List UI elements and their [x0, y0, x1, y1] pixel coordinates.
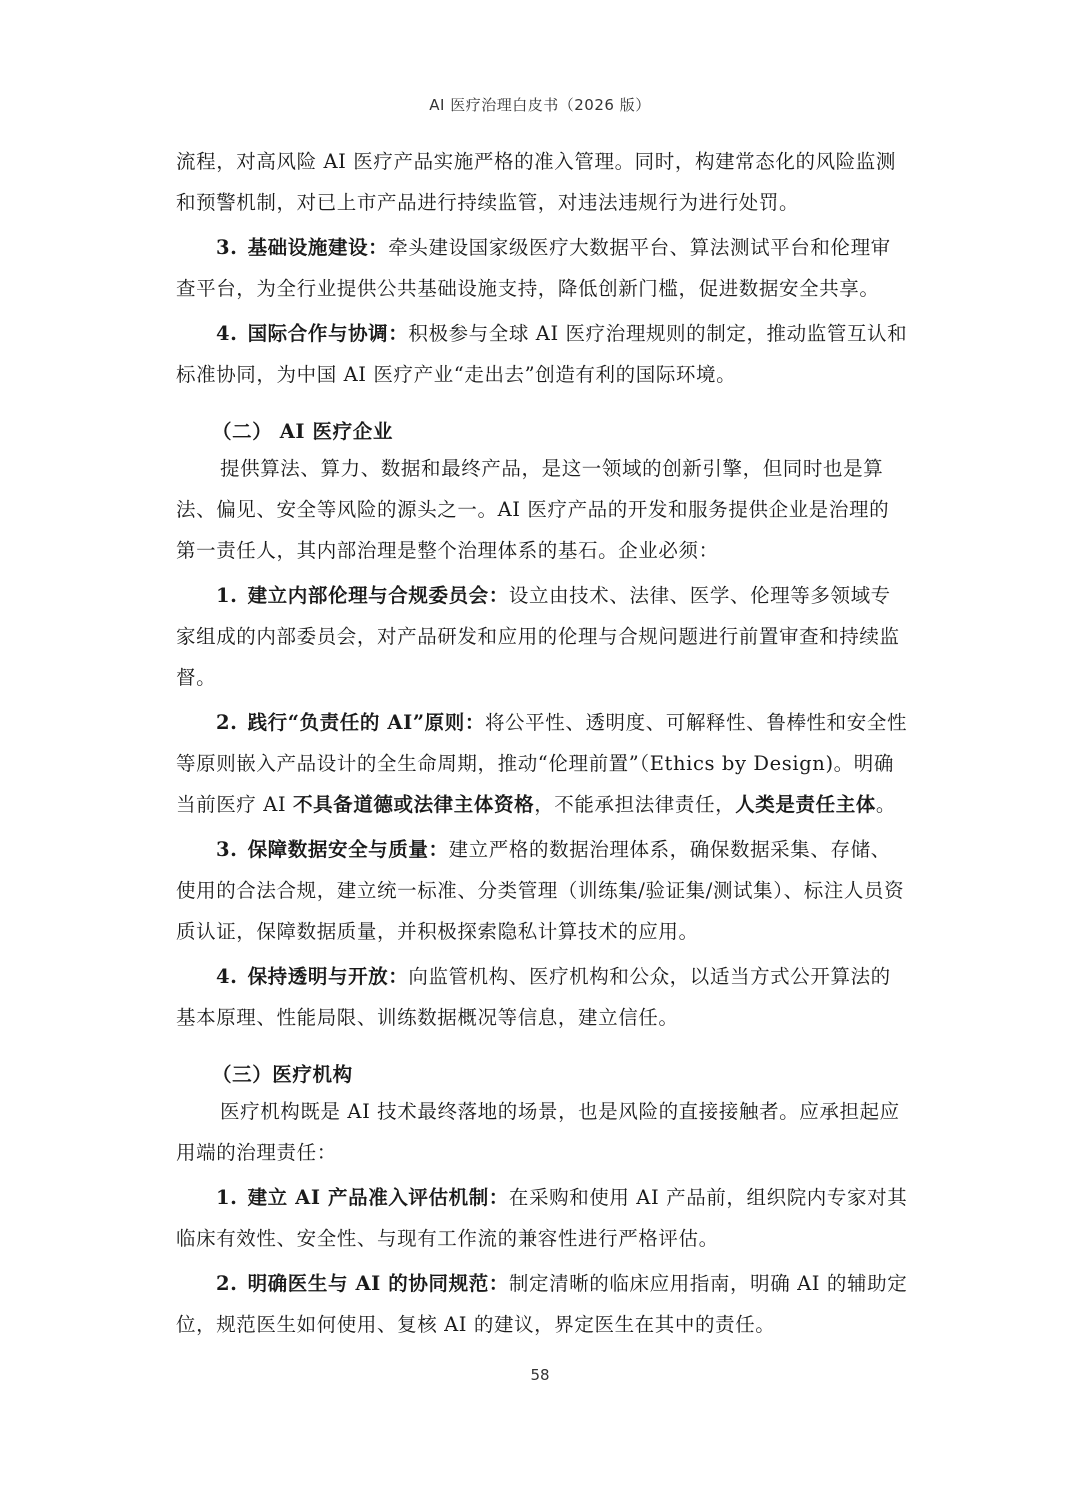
item-title: 建立内部伦理与合规委员会：: [247, 584, 509, 607]
item-title: 建立 AI 产品准入评估机制：: [247, 1186, 509, 1209]
item-text: 积极参与全球 AI 医疗治理规则的制定，推动监管互认和标准协同，为中国 AI 医疗产业“走出去”创造有利的国际环境。: [176, 322, 908, 386]
list-item: 1. 建立内部伦理与合规委员会：设立由技术、法律、医学、伦理等多领域专家组成的内部委员会，对产品研发和应用的伦理与合规问题进行前置审查和持续监督。: [176, 584, 900, 689]
section-intro: 医疗机构既是 AI 技术最终落地的场景，也是风险的直接接触者。应承担起应用端的治理责任：: [176, 1100, 900, 1164]
bold-phrase: 人类是责任主体: [735, 793, 876, 816]
list-item: 4. 保持透明与开放：向监管机构、医疗机构和公众，以适当方式公开算法的基本原理、性能局限、训练数据概况等信息，建立信任。: [176, 965, 891, 1029]
section-heading: （二） AI 医疗企业: [212, 420, 393, 443]
item-text: 制定清晰的临床应用指南，明确 AI 的辅助定位，规范医生如何使用、复核 AI 的建议，界定医生在其中的责任。: [176, 1272, 908, 1336]
item-text: 设立由技术、法律、医学、伦理等多领域专家组成的内部委员会，对产品研发和应用的伦理与合规问题进行前置审查和持续监督。: [176, 584, 900, 689]
section-heading: （三）医疗机构: [212, 1063, 353, 1086]
item-text: ，不能承担法律责任，: [534, 793, 736, 816]
list-item: 2. 明确医生与 AI 的协同规范：制定清晰的临床应用指南，明确 AI 的辅助定位，规范医生如何使用、复核 AI 的建议，界定医生在其中的责任。: [176, 1272, 908, 1336]
item-title: 国际合作与协调：: [247, 322, 409, 345]
item-text: 在采购和使用 AI 产品前，组织院内专家对其临床有效性、安全性、与现有工作流的兼容性进行严格评估。: [176, 1186, 908, 1250]
item-title: 保持透明与开放：: [247, 965, 409, 988]
page-number: 58: [530, 1366, 550, 1384]
section-intro: 提供算法、算力、数据和最终产品，是这一领域的创新引擎，但同时也是算法、偏见、安全等风险的源头之一。AI 医疗产品的开发和服务提供企业是治理的第一责任人，其内部治理是整个治理体系的基石。企业必须：: [176, 457, 890, 562]
running-header: AI 医疗治理白皮书（2026 版）: [429, 96, 651, 114]
bold-phrase: 不具备道德或法律主体资格: [292, 793, 535, 816]
list-item: 3. 保障数据安全与质量：建立严格的数据治理体系，确保数据采集、存储、使用的合法合规，建立统一标准、分类管理（训练集/验证集/测试集）、标注人员资质认证，保障数据质量，并积极探索隐私计算技术的应用。: [176, 838, 905, 943]
item-text: 向监管机构、医疗机构和公众，以适当方式公开算法的基本原理、性能局限、训练数据概况等信息，建立信任。: [176, 965, 891, 1029]
item-text: 。: [875, 793, 897, 816]
item-title: 明确医生与 AI 的协同规范：: [247, 1272, 509, 1295]
page-body: [176, 141, 908, 1345]
item-text: 建立严格的数据治理体系，确保数据采集、存储、使用的合法合规，建立统一标准、分类管理（训练集/验证集/测试集）、标注人员资质认证，保障数据质量，并积极探索隐私计算技术的应用。: [176, 838, 905, 943]
item-text: 牵头建设国家级医疗大数据平台、算法测试平台和伦理审查平台，为全行业提供公共基础设施支持，降低创新门槛，促进数据安全共享。: [176, 236, 891, 300]
item-title: 保障数据安全与质量：: [247, 838, 449, 861]
list-item: 4. 国际合作与协调：积极参与全球 AI 医疗治理规则的制定，推动监管互认和标准协同，为中国 AI 医疗产业“走出去”创造有利的国际环境。: [176, 322, 908, 386]
item-title: 践行“负责任的 AI”原则：: [247, 711, 485, 734]
list-item: 3. 基础设施建设：牵头建设国家级医疗大数据平台、算法测试平台和伦理审查平台，为全行业提供公共基础设施支持，降低创新门槛，促进数据安全共享。: [176, 236, 891, 300]
continuation-paragraph: 流程，对高风险 AI 医疗产品实施严格的准入管理。同时，构建常态化的风险监测和预警机制，对已上市产品进行持续监管，对违法违规行为进行处罚。: [176, 150, 896, 214]
item-title: 基础设施建设：: [247, 236, 389, 259]
list-item: 1. 建立 AI 产品准入评估机制：在采购和使用 AI 产品前，组织院内专家对其临床有效性、安全性、与现有工作流的兼容性进行严格评估。: [176, 1186, 908, 1250]
item-text: 将公平性、透明度、可解释性、鲁棒性和安全性等原则嵌入产品设计的全生命周期，推动“伦理前置”（Ethics by Design)。明确当前医疗 AI: [176, 711, 908, 816]
list-item: 2. 践行“负责任的 AI”原则：将公平性、透明度、可解释性、鲁棒性和安全性等原则嵌入产品设计的全生命周期，推动“伦理前置”（Ethics by Design)。明确当前医疗 AI 不具备道德或法律主体资格，不能承担法律责任，人类是责任主体。: [176, 711, 908, 816]
